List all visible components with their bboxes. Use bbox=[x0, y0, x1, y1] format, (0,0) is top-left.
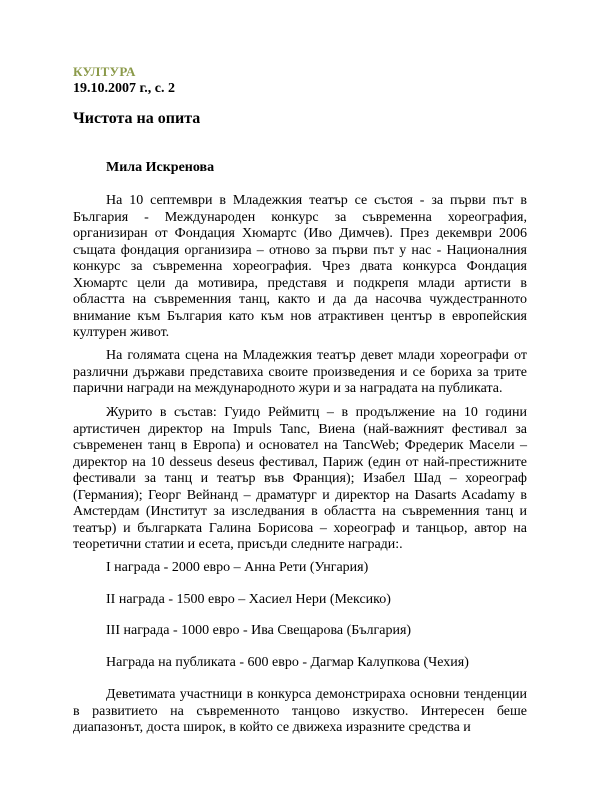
paragraph-3-block bbox=[73, 405, 527, 554]
article-author: Мила Искренова bbox=[106, 160, 215, 175]
paragraph: Деветимата участници в конкурса демонстрираха основни тенденции в развитието на съвременното танцово изкуство. Интересен беше диапазонът, доста широк, в който се движеха изразните средства и bbox=[73, 687, 527, 735]
paragraph-4-block bbox=[73, 687, 527, 737]
paragraph: Журито в състав: Гуидо Реймитц – в продължение на 10 години артистичен директор на Impuls Tanc, Виена (най-важният фестивал за съвременен танц в Европа) и основател на TancWeb; Фредерик Масели – директор на 10 desseus deseus фестивал, Париж (един от най-престижните фестивали за танц и театър във Франция); Изабел Шад – хореограф (Германия); Георг Вейнанд – драматург и директор на Dasarts Acadamy в Амстердам (Институт за изследвания в областта на съвременния танц и театър) и българката Галина Борисова – хореограф и танцьор, автор на теоретични статии и есета, присъди следните награди:. bbox=[73, 405, 527, 552]
section-label: КУЛТУРА bbox=[73, 64, 136, 79]
paragraph: На 10 септември в Младежкия театър се състоя - за първи път в България - Международен конкурс за съвременна хореография, организиран от Фондация Хюмартс (Иво Димчев). През декември 2006 същата фондация организира – отново за първи път у нас - Националния конкурс за съвременна хореография. Чрез двата конкурса Фондация Хюмартс цели да мотивира, представя и подкрепя млади артисти в областта на съвременния танц, както и да да насочва чуждестранното внимание към България като към нов атрактивен център в европейския културен живот. bbox=[73, 193, 527, 340]
award-first-prize: I награда - 2000 евро – Анна Рети (Унгария) bbox=[106, 560, 369, 575]
article-title: Чистота на опита bbox=[73, 110, 201, 127]
paragraph-1-block bbox=[73, 193, 527, 342]
paragraph-2-block bbox=[73, 348, 527, 398]
publication-date: 19.10.2007 г., с. 2 bbox=[73, 81, 175, 96]
paragraph: На голямата сцена на Младежкия театър девет млади хореографи от различни държави представиха своите произведения и се бориха за трите парични награди на международното жури и за наградата на публиката. bbox=[73, 348, 527, 396]
award-third-prize: III награда - 1000 евро - Ива Свещарова (България) bbox=[106, 623, 412, 638]
award-audience-prize: Награда на публиката - 600 евро - Дагмар Калупкова (Чехия) bbox=[106, 655, 469, 670]
award-second-prize: II награда - 1500 евро – Хасиел Нери (Мексико) bbox=[106, 592, 391, 607]
